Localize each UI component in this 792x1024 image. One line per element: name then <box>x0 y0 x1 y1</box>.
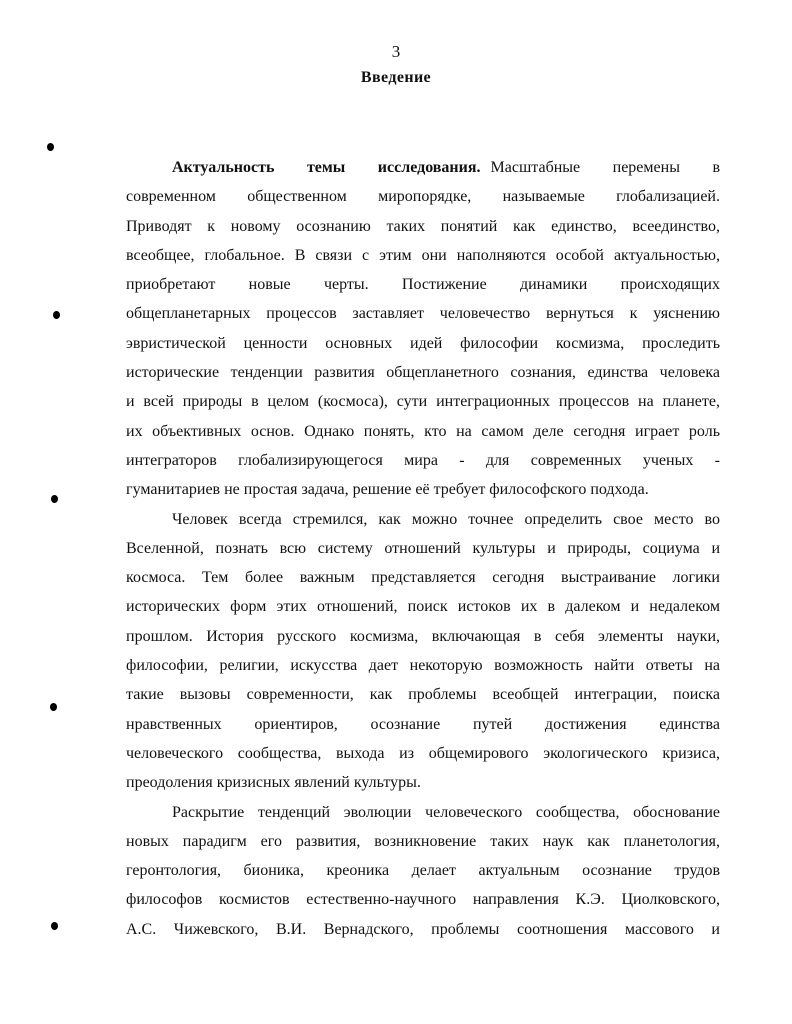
paragraph-line: исторических форм этих отношений, поиск истоков их в далеком и недалеком <box>126 598 720 616</box>
paragraph-line: гуманитариев не простая задача, решение её требует философского подхода. <box>126 481 649 499</box>
paragraph-line <box>126 153 720 182</box>
paragraph-line: Человек всегда стремился, как можно точнее определить свое место во <box>172 510 720 528</box>
paragraph-line: и всей природы в целом (космоса), сути интеграционных процессов на планете, <box>126 393 720 411</box>
line-text: Масштабные перемены в <box>490 159 721 176</box>
paragraph-line: Вселенной, познать всю систему отношений культуры и природы, социума и <box>126 539 720 557</box>
binding-hole-mark <box>53 311 60 319</box>
paragraph-line: эвристической ценности основных идей философии космизма, проследить <box>126 334 720 352</box>
paragraph-line: общепланетарных процессов заставляет человечество вернуться к уяснению <box>126 305 720 323</box>
paragraph-line: космоса. Тем более важным представляется сегодня выстраивание логики <box>126 569 720 587</box>
paragraph-line: всеобщее, глобальное. В связи с этим они наполняются особой актуальностью, <box>126 246 720 264</box>
paragraph-line: исторические тенденции развития общепланетного сознания, единства человека <box>126 364 720 382</box>
paragraph-line: такие вызовы современности, как проблемы всеобщей интеграции, поиска <box>126 686 720 704</box>
paragraph-line: философии, религии, искусства дает некоторую возможность найти ответы на <box>126 657 720 675</box>
binding-hole-mark <box>50 703 57 711</box>
paragraph-line: человеческого сообщества, выхода из общемирового экологического кризиса, <box>126 744 720 762</box>
paragraph-line: философов космистов естественно-научного направления К.Э. Циолковского, <box>126 891 720 909</box>
paragraph-line: их объективных основ. Однако понять, кто на самом деле сегодня играет роль <box>126 422 720 440</box>
paragraph-line: современном общественном миропорядке, называемые глобализацией. <box>126 188 720 206</box>
page-title: Введение <box>360 69 432 86</box>
paragraph-line: нравственных ориентиров, осознание путей достижения единства <box>126 715 720 733</box>
paragraph-line: интеграторов глобализирующегося мира - для современных ученых - <box>126 451 720 469</box>
paragraph-line: приобретают новые черты. Постижение динамики происходящих <box>126 276 720 294</box>
paragraph-line: Раскрытие тенденций эволюции человеческого сообщества, обоснование <box>172 803 720 821</box>
paragraph-line: Приводят к новому осознанию таких понятий как единство, всеединство, <box>126 217 720 235</box>
binding-hole-mark <box>51 495 58 503</box>
binding-hole-mark <box>51 922 58 930</box>
paragraph-line: преодоления кризисных явлений культуры. <box>126 774 421 792</box>
paragraph-line: прошлом. История русского космизма, включающая в себя элементы науки, <box>126 627 720 645</box>
paragraph-line: новых парадигм его развития, возникновение таких наук как планетология, <box>126 832 720 850</box>
page-number: 3 <box>391 42 401 61</box>
body-text <box>126 153 720 944</box>
paragraph-lead: Актуальность темы исследования. <box>172 159 481 176</box>
binding-hole-mark <box>47 143 54 151</box>
paragraph-line: А.С. Чижевского, В.И. Вернадского, проблемы соотношения массового и <box>126 920 720 938</box>
paragraph-line: геронтология, бионика, креоника делает актуальным осознание трудов <box>126 862 720 880</box>
